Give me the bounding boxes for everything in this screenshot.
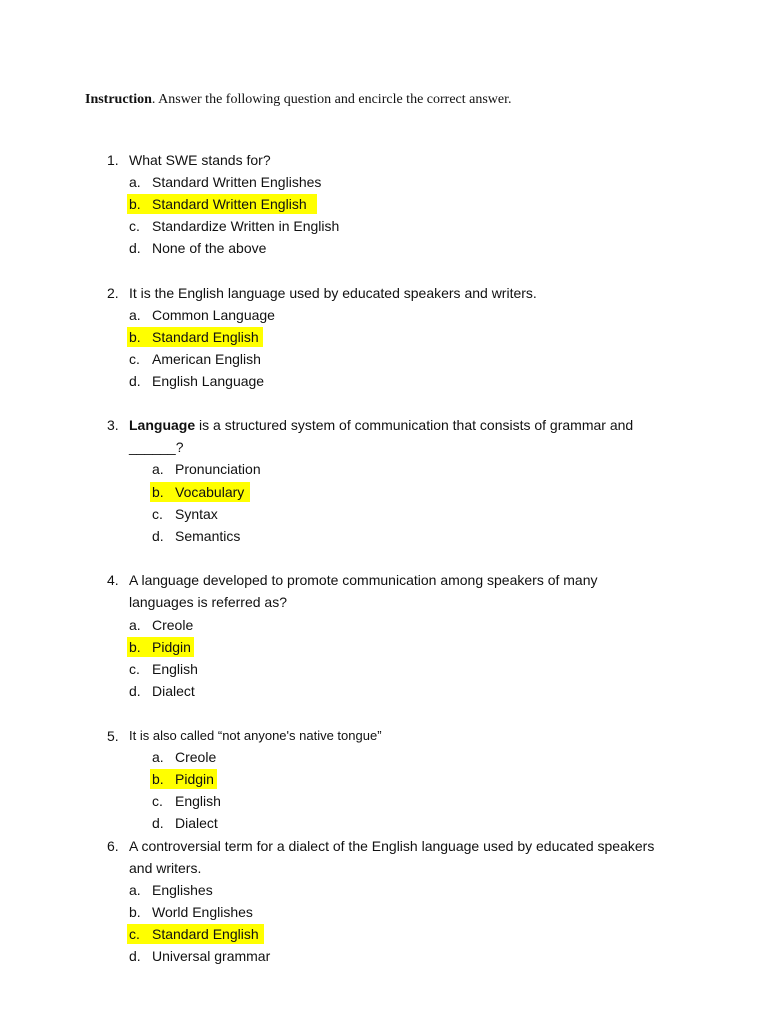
option-3d-text: Semantics (175, 528, 241, 544)
option-5a-text: Creole (175, 749, 217, 765)
option-5a-letter: a. (152, 749, 164, 765)
question-1-text: What SWE stands for? (129, 152, 271, 168)
question-5-text: It is also called “not anyone's native tongue” (129, 728, 382, 743)
question-2-text: It is the English language used by educated speakers and writers. (129, 285, 537, 301)
question-3-text-line-1 (129, 415, 633, 435)
option-1c-letter: c. (129, 218, 140, 234)
option-6c-letter: c. (129, 926, 140, 942)
question-3-text-line-2: ______? (129, 439, 184, 455)
option-4b-text: Pidgin (152, 639, 191, 655)
option-2a-text: Common Language (152, 307, 275, 323)
option-5b-text: Pidgin (175, 771, 214, 787)
option-4b-letter: b. (129, 639, 141, 655)
option-3b-text: Vocabulary (175, 484, 245, 500)
option-6d-text: Universal grammar (152, 948, 271, 964)
question-4-text-line-2: languages is referred as? (129, 594, 287, 610)
option-2b-text: Standard English (152, 329, 259, 345)
option-2d-text: English Language (152, 373, 265, 389)
option-3d-letter: d. (152, 528, 164, 544)
option-1a-text: Standard Written Englishes (152, 174, 322, 190)
option-5d-text: Dialect (175, 815, 218, 831)
option-1d-letter: d. (129, 240, 141, 256)
option-4c-letter: c. (129, 661, 140, 677)
option-1b-letter: b. (129, 196, 141, 212)
question-4-number: 4. (107, 572, 119, 588)
option-5c-text: English (175, 793, 221, 809)
option-6c-text: Standard English (152, 926, 259, 942)
option-1c-text: Standardize Written in English (152, 218, 340, 234)
instruction (85, 91, 512, 109)
question-6-number: 6. (107, 838, 119, 854)
option-5d-letter: d. (152, 815, 164, 831)
option-6a-letter: a. (129, 882, 141, 898)
option-3b-letter: b. (152, 484, 164, 500)
option-3c-letter: c. (152, 506, 163, 522)
option-4c-text: English (152, 661, 198, 677)
option-5b-letter: b. (152, 771, 164, 787)
question-3-text-rest: is a structured system of communication that consists of grammar and (195, 417, 634, 433)
instruction-text: . Answer the following question and encircle the correct answer. (151, 92, 512, 107)
option-2c-text: American English (152, 351, 261, 367)
option-4a-letter: a. (129, 617, 141, 633)
option-5c-letter: c. (152, 793, 163, 809)
option-6a-text: Englishes (152, 882, 213, 898)
question-2-number: 2. (107, 285, 119, 301)
question-4-text-line-1: A language developed to promote communication among speakers of many (129, 572, 598, 588)
option-4a-text: Creole (152, 617, 194, 633)
question-1-number: 1. (107, 152, 119, 168)
option-6b-letter: b. (129, 904, 141, 920)
question-6-text-line-2: and writers. (129, 860, 202, 876)
question-6-text-line-1: A controversial term for a dialect of the English language used by educated speakers (129, 838, 655, 854)
option-4d-text: Dialect (152, 683, 195, 699)
option-2c-letter: c. (129, 351, 140, 367)
option-2d-letter: d. (129, 373, 141, 389)
option-1d-text: None of the above (152, 240, 267, 256)
option-1b-text: Standard Written English (152, 196, 307, 212)
option-3a-letter: a. (152, 461, 164, 477)
option-1a-letter: a. (129, 174, 141, 190)
question-3-number: 3. (107, 417, 119, 433)
instruction-lead: Instruction (85, 92, 152, 107)
option-3a-text: Pronunciation (175, 461, 261, 477)
option-2a-letter: a. (129, 307, 141, 323)
option-6d-letter: d. (129, 948, 141, 964)
question-3-bold-word: Language (129, 417, 196, 433)
option-6b-text: World Englishes (152, 904, 253, 920)
option-3c-text: Syntax (175, 506, 218, 522)
question-5-number: 5. (107, 728, 119, 744)
option-2b-letter: b. (129, 329, 141, 345)
option-4d-letter: d. (129, 683, 141, 699)
